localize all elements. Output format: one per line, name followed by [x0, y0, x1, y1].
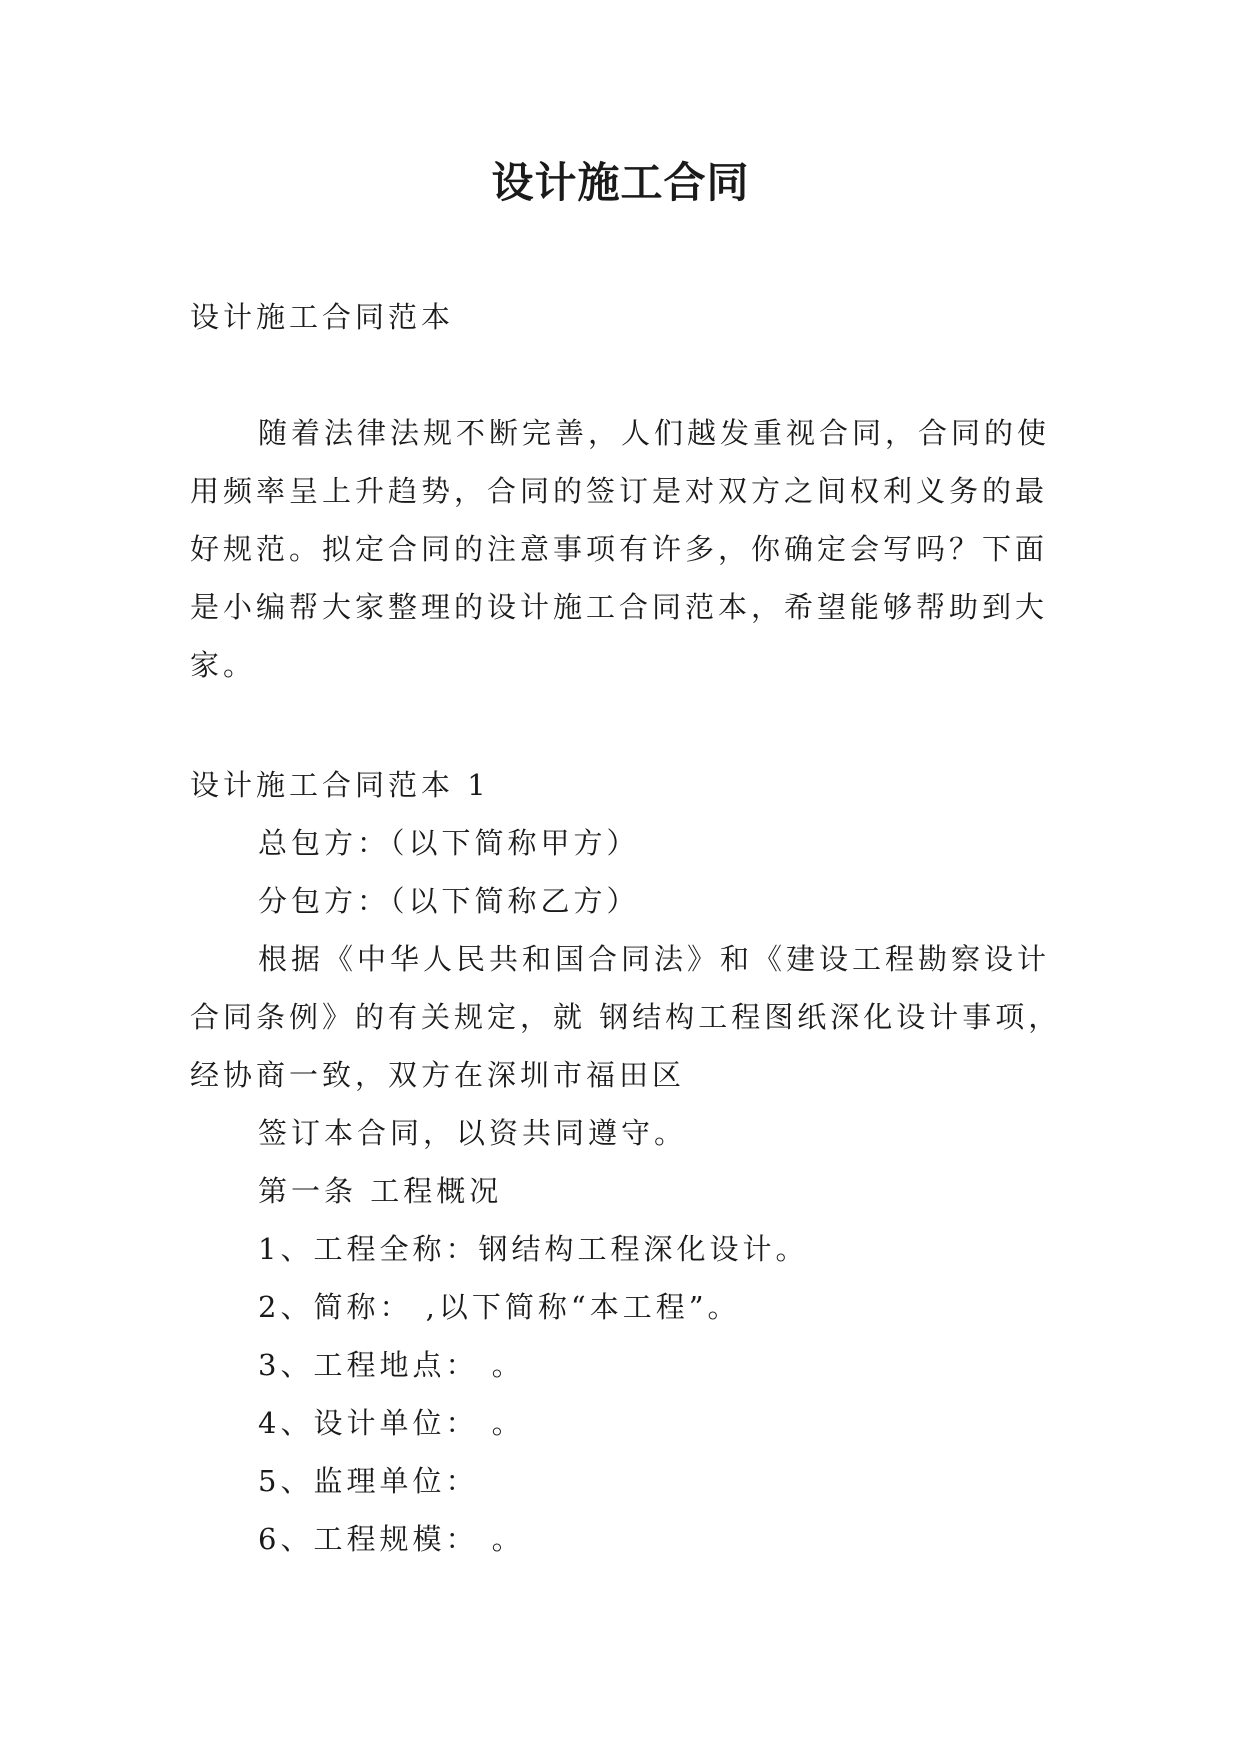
- legal-basis-paragraph: 根据《中华人民共和国合同法》和《建设工程勘察设计合同条例》的有关规定，就 钢结构工程图纸深化设计事项，经协商一致，双方在深圳市福田区: [190, 942, 1062, 1092]
- project-scale: 6、工程规模： 。: [258, 1522, 525, 1556]
- section-heading: 设计施工合同范本 1: [190, 768, 490, 802]
- party-a-line: 总包方：（以下简称甲方）: [258, 826, 640, 860]
- project-short-name: 2、简称： ,以下简称“本工程”。: [258, 1290, 741, 1324]
- signing-line: 签订本合同，以资共同遵守。: [258, 1116, 688, 1150]
- project-full-name: 1、工程全称：钢结构工程深化设计。: [258, 1232, 809, 1266]
- intro-paragraph: 随着法律法规不断完善，人们越发重视合同，合同的使用频率呈上升趋势，合同的签订是对双方之间权利义务的最好规范。拟定合同的注意事项有许多，你确定会写吗？下面是小编帮大家整理的设计施工合同范本，希望能够帮助到大家。: [190, 416, 1051, 682]
- contract-clauses: [190, 814, 1070, 1568]
- document-subtitle: 设计施工合同范本: [190, 300, 455, 334]
- design-unit: 4、设计单位： 。: [258, 1406, 525, 1440]
- project-location: 3、工程地点： 。: [258, 1348, 525, 1382]
- supervision-unit: 5、监理单位：: [258, 1464, 479, 1498]
- article-one-heading: 第一条 工程概况: [258, 1174, 503, 1208]
- document-title: 设计施工合同: [491, 158, 750, 207]
- party-b-line: 分包方：（以下简称乙方）: [258, 884, 640, 918]
